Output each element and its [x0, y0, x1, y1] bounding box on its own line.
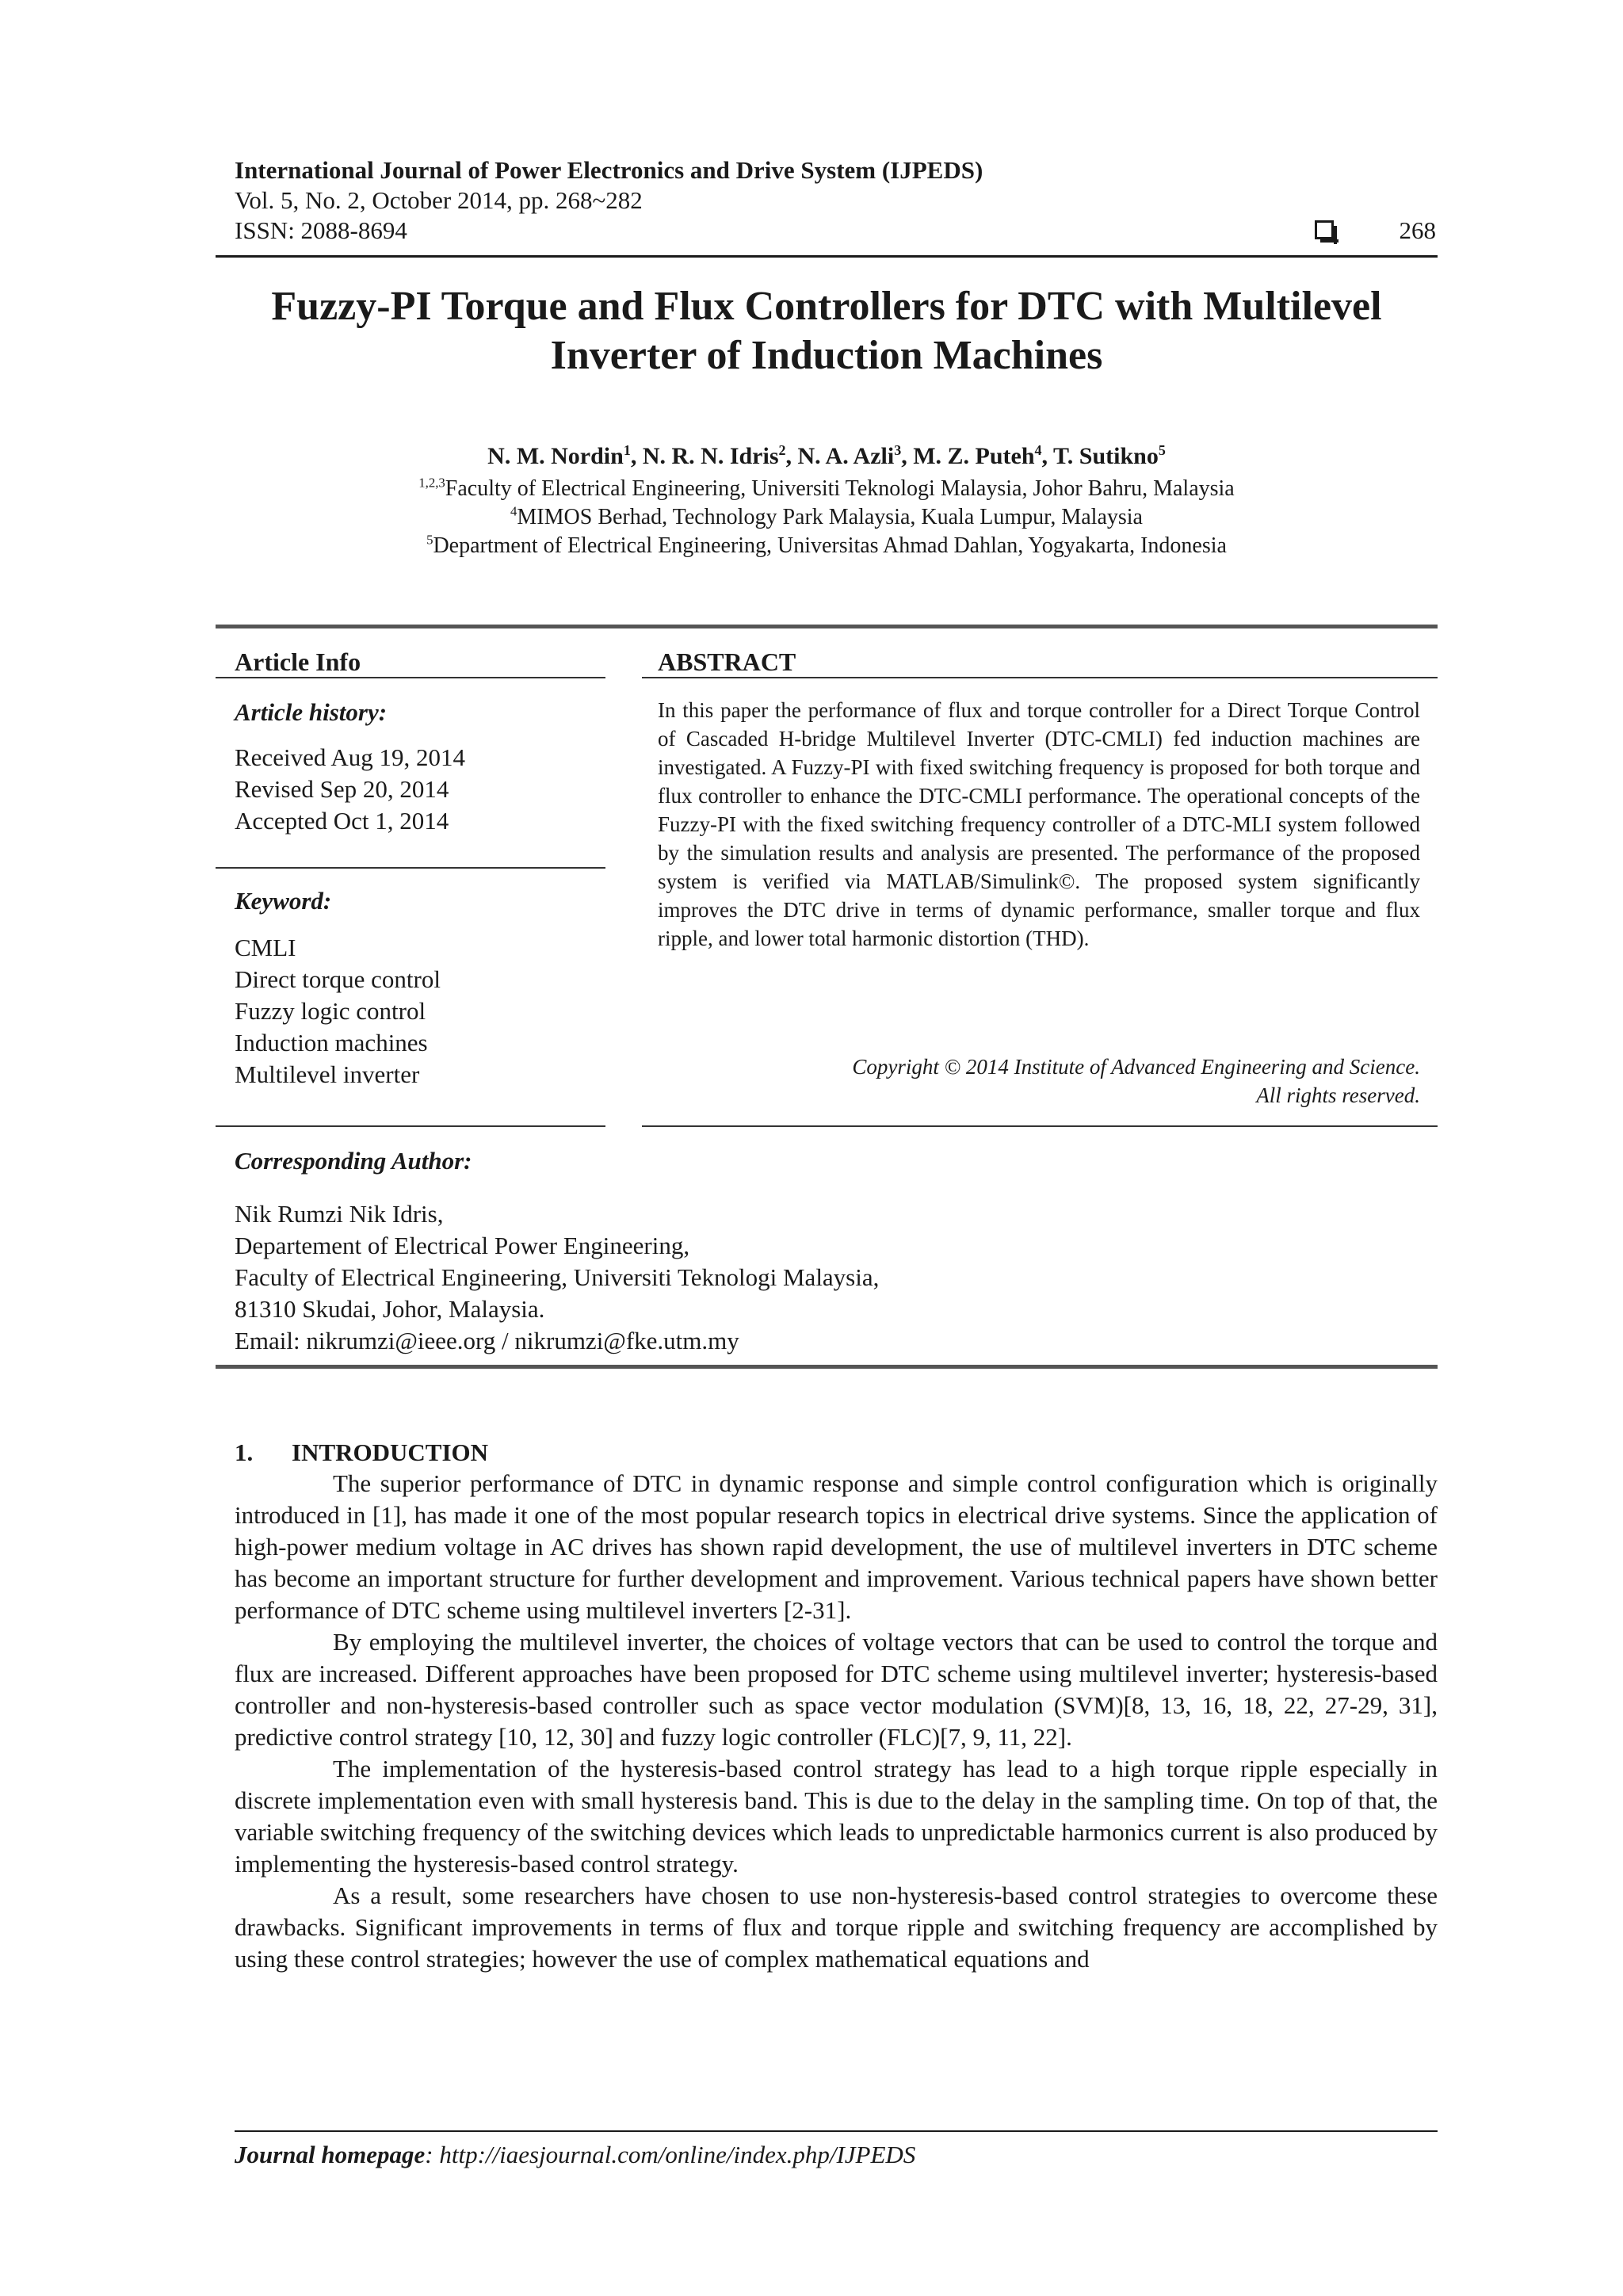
author-sup: 3	[894, 442, 902, 458]
introduction-heading	[235, 1438, 488, 1468]
accepted-date: Accepted Oct 1, 2014	[235, 807, 449, 835]
affiliation-text: Department of Electrical Engineering, Universitas Ahmad Dahlan, Yogyakarta, Indonesia	[433, 533, 1227, 558]
received-date: Received Aug 19, 2014	[235, 743, 466, 771]
abstract-heading: ABSTRACT	[658, 648, 796, 676]
author-list: N. M. Nordin$^1$, N. R. N. Idris$^2$, N. A. Azli$^3$, M. Z. Puteh$^4$, T. Sutikno$^5$	[487, 442, 1166, 469]
affiliation-1	[216, 476, 1438, 502]
paragraph: As a result, some researchers have chosen to use non-hysteresis-based control strategies to overcome these drawbacks. Significant improvements in terms of flux and torque ripple and switching frequency are accomplished by using these control strategies; however the use of complex mathematical equations and	[235, 1881, 1438, 1973]
affiliation-sup: 5	[426, 532, 433, 548]
homepage-label: Journal homepage	[235, 2141, 426, 2168]
footer-rule	[235, 2130, 1438, 2132]
copyright-line-2: All rights reserved.	[1256, 1083, 1420, 1107]
keyword-item: CMLI	[235, 934, 296, 961]
issn: ISSN: 2088-8694	[235, 216, 407, 244]
section-title: INTRODUCTION	[292, 1438, 489, 1466]
affiliation-text: MIMOS Berhad, Technology Park Malaysia, Kuala Lumpur, Malaysia	[517, 505, 1143, 529]
article-info-heading: Article Info	[235, 648, 361, 676]
author-sup: 4	[1034, 442, 1042, 458]
affiliation-2	[216, 504, 1438, 531]
article-info-rule	[216, 677, 605, 678]
corresponding-author-heading: Corresponding Author:	[235, 1147, 472, 1175]
author-name: N. M. Nordin	[487, 443, 624, 469]
header-rule	[216, 255, 1438, 258]
page-number: 268	[1399, 216, 1436, 244]
author-name: N. A. Azli	[797, 443, 895, 469]
keyword-bottom-rule	[216, 1125, 605, 1127]
homepage-url: : http://iaesjournal.com/online/index.php/IJPEDS	[425, 2141, 916, 2168]
article-history-heading: Article history:	[235, 698, 388, 726]
affiliation-text: Faculty of Electrical Engineering, Universiti Teknologi Malaysia, Johor Bahru, Malaysia	[445, 476, 1235, 501]
author-sup: 1	[623, 442, 631, 458]
keyword-item: Direct torque control	[235, 965, 441, 993]
corresponding-email: Email: nikrumzi@ieee.org / nikrumzi@fke.utm.my	[235, 1327, 739, 1354]
title-line-2: Inverter of Induction Machines	[550, 333, 1103, 378]
volume-info: Vol. 5, No. 2, October 2014, pp. 268~282	[235, 186, 643, 214]
keyword-heading: Keyword:	[235, 887, 332, 915]
title-line-1: Fuzzy-PI Torque and Flux Controllers for DTC with Multilevel	[271, 284, 1382, 329]
abstract-rule	[642, 677, 1438, 678]
corresponding-line: Faculty of Electrical Engineering, Universiti Teknologi Malaysia,	[235, 1263, 880, 1291]
section-number: 1.	[235, 1438, 254, 1466]
keyword-item: Fuzzy logic control	[235, 997, 426, 1025]
corresponding-line: Nik Rumzi Nik Idris,	[235, 1200, 444, 1228]
author-sup: 5	[1158, 442, 1166, 458]
author-name: N. R. N. Idris	[642, 443, 779, 469]
affiliation-sup: 4	[510, 503, 517, 519]
journal-name: International Journal of Power Electronics and Drive System (IJPEDS)	[235, 156, 983, 184]
journal-homepage	[235, 2140, 915, 2170]
revised-date: Revised Sep 20, 2014	[235, 775, 449, 803]
author-name: M. Z. Puteh	[913, 443, 1035, 469]
corresponding-line: Departement of Electrical Power Engineering,	[235, 1232, 690, 1259]
history-rule	[216, 867, 605, 869]
introduction-body	[235, 1468, 1438, 1975]
author-name: T. Sutikno	[1052, 443, 1159, 469]
abstract-text: In this paper the performance of flux and torque controller for a Direct Torque Control of Cascaded H-bridge Multilevel Inverter (DTC-CMLI) fed induction machines are investigated. A Fuzzy-PI with fixed switching frequency is proposed for both torque and flux controller to enhance the DTC-CMLI performance. The operational concepts of the Fuzzy-PI with the fixed switching frequency controller of a DTC-MLI system followed by the simulation results and analysis are presented. The performance of the proposed system is verified via MATLAB/Simulink©. The proposed system significantly improves the DTC drive in terms of dynamic performance, smaller torque and flux ripple, and lower total harmonic distortion (THD).	[658, 698, 1420, 950]
paragraph: The implementation of the hysteresis-based control strategy has lead to a high torque ripple especially in discrete implementation even with small hysteresis band. This is due to the delay in the sampling time. On top of that, the variable switching frequency of the switching devices which leads to unpredictable harmonics current is also produced by implementing the hysteresis-based control strategy.	[235, 1755, 1438, 1878]
checkbox-square-icon	[1315, 220, 1334, 239]
abstract-bottom-rule	[642, 1125, 1438, 1127]
keyword-item: Induction machines	[235, 1029, 428, 1056]
affiliation-3	[216, 533, 1438, 560]
info-bottom-rule	[216, 1365, 1438, 1369]
keyword-item: Multilevel inverter	[235, 1060, 420, 1088]
paper-title	[216, 282, 1438, 380]
corresponding-author-details	[235, 1198, 879, 1357]
info-top-rule	[216, 625, 1438, 628]
affiliation-sup: 1,2,3	[418, 475, 445, 491]
copyright-line-1: Copyright © 2014 Institute of Advanced Engineering and Science.	[852, 1055, 1420, 1079]
author-sup: 2	[778, 442, 786, 458]
paragraph: By employing the multilevel inverter, the choices of voltage vectors that can be used to control the torque and flux are increased. Different approaches have been proposed for DTC scheme using multilevel inverter; hysteresis-based controller and non-hysteresis-based controller such as space vector modulation (SVM)[8, 13, 16, 18, 22, 27-29, 31], predictive control strategy [10, 12, 30] and fuzzy logic controller (FLC)[7, 9, 11, 22].	[235, 1628, 1438, 1751]
paragraph: The superior performance of DTC in dynamic response and simple control configuration which is originally introduced in [1], has made it one of the most popular research topics in electrical drive systems. Since the application of high-power medium voltage in AC drives has shown rapid development, the use of multilevel inverters in DTC scheme has become an important structure for further development and improvement. Various technical papers have shown better performance of DTC scheme using multilevel inverters [2-31].	[235, 1469, 1438, 1624]
corresponding-line: 81310 Skudai, Johor, Malaysia.	[235, 1295, 545, 1323]
